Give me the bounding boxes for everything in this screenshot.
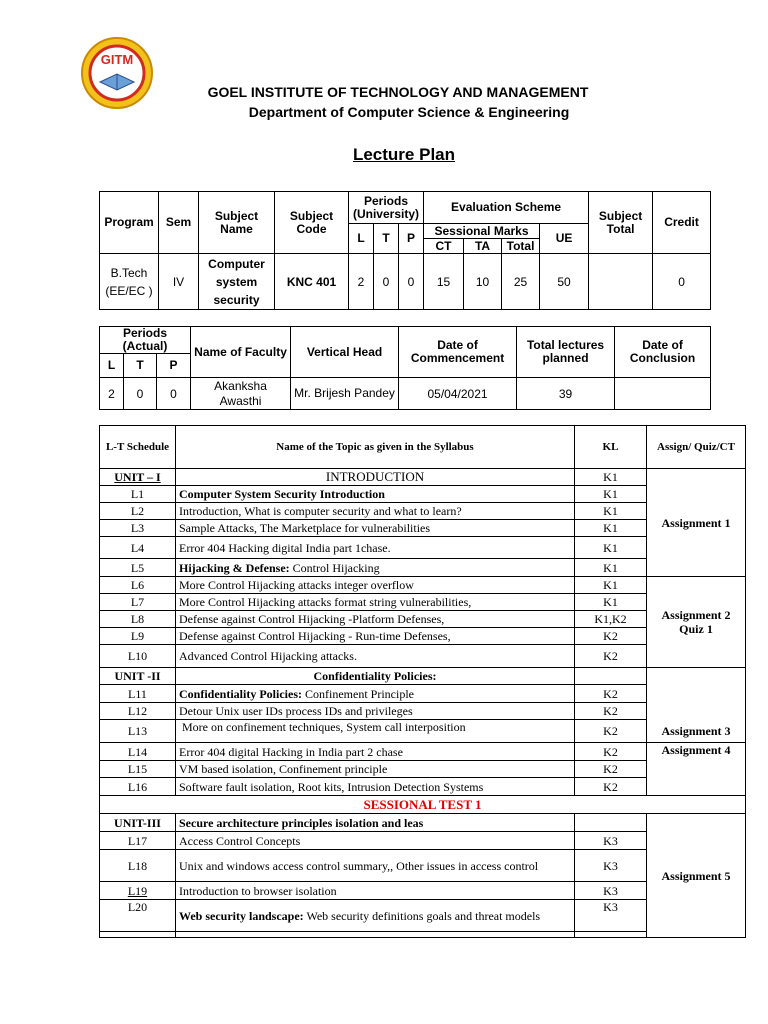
unit-label: UNIT – I — [100, 469, 176, 486]
t: 0 — [124, 378, 157, 410]
schedule: L4 — [100, 537, 176, 559]
h-periods-university: Periods (University) — [349, 192, 424, 224]
topic-bold: Confidentiality Policies: — [179, 686, 302, 701]
h-ta: TA — [464, 239, 502, 254]
kl: K2 — [575, 703, 647, 720]
kl: K2 — [575, 645, 647, 668]
h-total: Total — [502, 239, 540, 254]
spacer — [176, 932, 575, 938]
ta: 10 — [464, 254, 502, 310]
credit: 0 — [653, 254, 711, 310]
topic-rest: Web security definitions goals and threat models — [303, 908, 541, 923]
spacer — [575, 932, 647, 938]
topic — [176, 900, 575, 932]
kl: K1 — [575, 486, 647, 503]
h-periods-actual: Periods (Actual) — [100, 327, 191, 354]
kl: K1 — [575, 469, 647, 486]
h-assign: Assign/ Quiz/CT — [647, 426, 746, 469]
schedule: L12 — [100, 703, 176, 720]
topic: Access Control Concepts — [176, 832, 575, 850]
h-lectures: Total lectures planned — [517, 327, 615, 378]
kl — [575, 814, 647, 832]
schedule: L15 — [100, 761, 176, 778]
topic: Advanced Control Hijacking attacks. — [176, 645, 575, 668]
h-subject-total: Subject Total — [589, 192, 653, 254]
topic-bold: Computer System Security Introduction — [179, 487, 385, 501]
topic: More Control Hijacking attacks integer overflow — [176, 577, 575, 594]
logo-text: GITM — [100, 52, 134, 67]
assignment-4: Assignment 4 — [647, 743, 746, 796]
topic: Detour Unix user IDs process IDs and privileges — [176, 703, 575, 720]
kl: K3 — [575, 850, 647, 882]
topic: Unix and windows access control summary,, Other issues in access control — [176, 850, 575, 882]
total: 25 — [502, 254, 540, 310]
assignment-3: Assignment 3 — [647, 668, 746, 743]
h-p: P — [399, 224, 424, 254]
topic: Defense against Control Hijacking -Platform Defenses, — [176, 611, 575, 628]
commencement: 05/04/2021 — [399, 378, 517, 410]
h-sem: Sem — [159, 192, 199, 254]
ct: 15 — [424, 254, 464, 310]
topic-rest: Confinement Principle — [302, 686, 414, 701]
kl: K1 — [575, 503, 647, 520]
topic — [176, 685, 575, 703]
h-subject-code: Subject Code — [275, 192, 349, 254]
kl: K1 — [575, 537, 647, 559]
h-schedule: L-T Schedule — [100, 426, 176, 469]
topic-bold: Hijacking & Defense: — [179, 560, 290, 575]
unit-title: Secure architecture principles isolation and leas — [176, 814, 575, 832]
schedule: L9 — [100, 628, 176, 645]
schedule: L19 — [100, 882, 176, 900]
conclusion — [615, 378, 711, 410]
schedule: L14 — [100, 743, 176, 761]
kl: K1 — [575, 594, 647, 611]
h-vertical-head: Vertical Head — [291, 327, 399, 378]
ue: 50 — [540, 254, 589, 310]
kl: K3 — [575, 900, 647, 932]
topic: Error 404 Hacking digital India part 1chase. — [176, 537, 575, 559]
kl: K2 — [575, 778, 647, 796]
subject-name: Computer system security — [199, 254, 275, 310]
h-sessional-marks: Sessional Marks — [424, 224, 540, 239]
unit-title: Confidentiality Policies: — [176, 668, 575, 685]
schedule: L1 — [100, 486, 176, 503]
unit-label: UNIT-III — [100, 814, 176, 832]
kl: K2 — [575, 628, 647, 645]
assignment-2: Assignment 2 — [661, 608, 731, 622]
kl: K2 — [575, 720, 647, 743]
h-kl: KL — [575, 426, 647, 469]
h-t: T — [124, 354, 157, 378]
schedule: L17 — [100, 832, 176, 850]
h-program: Program — [100, 192, 159, 254]
page-title-text: Lecture Plan — [352, 145, 456, 164]
topic-bold: Web security landscape: — [179, 908, 304, 923]
kl: K3 — [575, 882, 647, 900]
schedule: L16 — [100, 778, 176, 796]
kl: K3 — [575, 832, 647, 850]
t: 0 — [374, 254, 399, 310]
subject-total — [589, 254, 653, 310]
page-title — [0, 145, 768, 165]
h-l: L — [100, 354, 124, 378]
schedule: L2 — [100, 503, 176, 520]
topic: Error 404 digital Hacking in India part 2 chase — [176, 743, 575, 761]
h-evaluation-scheme: Evaluation Scheme — [424, 192, 589, 224]
sem: IV — [159, 254, 199, 310]
p: 0 — [399, 254, 424, 310]
schedule: L10 — [100, 645, 176, 668]
topic: Introduction, What is computer security and what to learn? — [176, 503, 575, 520]
lectures: 39 — [517, 378, 615, 410]
program: B.Tech (EE/EC ) — [100, 254, 159, 310]
l: 2 — [349, 254, 374, 310]
institute-name: GOEL INSTITUTE OF TECHNOLOGY AND MANAGEMENT — [207, 84, 589, 100]
h-subject-name: Subject Name — [199, 192, 275, 254]
h-l: L — [349, 224, 374, 254]
schedule: L8 — [100, 611, 176, 628]
kl: K1,K2 — [575, 611, 647, 628]
schedule: L5 — [100, 559, 176, 577]
kl: K1 — [575, 559, 647, 577]
schedule: L3 — [100, 520, 176, 537]
h-t: T — [374, 224, 399, 254]
kl: K1 — [575, 520, 647, 537]
sessional-test-row: SESSIONAL TEST 1 — [100, 796, 746, 814]
vertical-head: Mr. Brijesh Pandey — [291, 378, 399, 410]
topic: More Control Hijacking attacks format string vulnerabilities, — [176, 594, 575, 611]
h-conclusion: Date of Conclusion — [615, 327, 711, 378]
schedule: L18 — [100, 850, 176, 882]
h-faculty: Name of Faculty — [191, 327, 291, 378]
kl: K1 — [575, 577, 647, 594]
schedule: L13 — [100, 720, 176, 743]
topic: VM based isolation, Confinement principle — [176, 761, 575, 778]
p: 0 — [157, 378, 191, 410]
topic — [176, 486, 575, 503]
topic: More on confinement techniques, System call interposition — [176, 720, 575, 743]
schedule: L20 — [100, 900, 176, 932]
schedule: L7 — [100, 594, 176, 611]
faculty-table — [99, 326, 711, 410]
h-commencement: Date of Commencement — [399, 327, 517, 378]
kl: K2 — [575, 761, 647, 778]
subject-table — [99, 191, 711, 310]
unit-label: UNIT -II — [100, 668, 176, 685]
assignment-2-quiz-1 — [647, 577, 746, 668]
topic — [176, 559, 575, 577]
schedule: L6 — [100, 577, 176, 594]
assignment-5: Assignment 5 — [647, 814, 746, 938]
schedule: L11 — [100, 685, 176, 703]
l: 2 — [100, 378, 124, 410]
h-ct: CT — [424, 239, 464, 254]
topic: Introduction to browser isolation — [176, 882, 575, 900]
assignment-1: Assignment 1 — [647, 469, 746, 577]
unit-title: INTRODUCTION — [176, 469, 575, 486]
topic: Sample Attacks, The Marketplace for vulnerabilities — [176, 520, 575, 537]
h-credit: Credit — [653, 192, 711, 254]
topic: Software fault isolation, Root kits, Intrusion Detection Systems — [176, 778, 575, 796]
spacer — [100, 932, 176, 938]
h-ue: UE — [540, 224, 589, 254]
h-p: P — [157, 354, 191, 378]
kl — [575, 668, 647, 685]
kl: K2 — [575, 743, 647, 761]
subject-code: KNC 401 — [275, 254, 349, 310]
kl: K2 — [575, 685, 647, 703]
quiz-1: Quiz 1 — [679, 622, 713, 636]
h-topic: Name of the Topic as given in the Syllabus — [176, 426, 575, 469]
schedule-table — [99, 425, 746, 938]
faculty: Akanksha Awasthi — [191, 378, 291, 410]
topic-rest: Control Hijacking — [289, 560, 380, 575]
topic: Defense against Control Hijacking - Run-time Defenses, — [176, 628, 575, 645]
department-name: Department of Computer Science & Engineering — [248, 104, 570, 120]
